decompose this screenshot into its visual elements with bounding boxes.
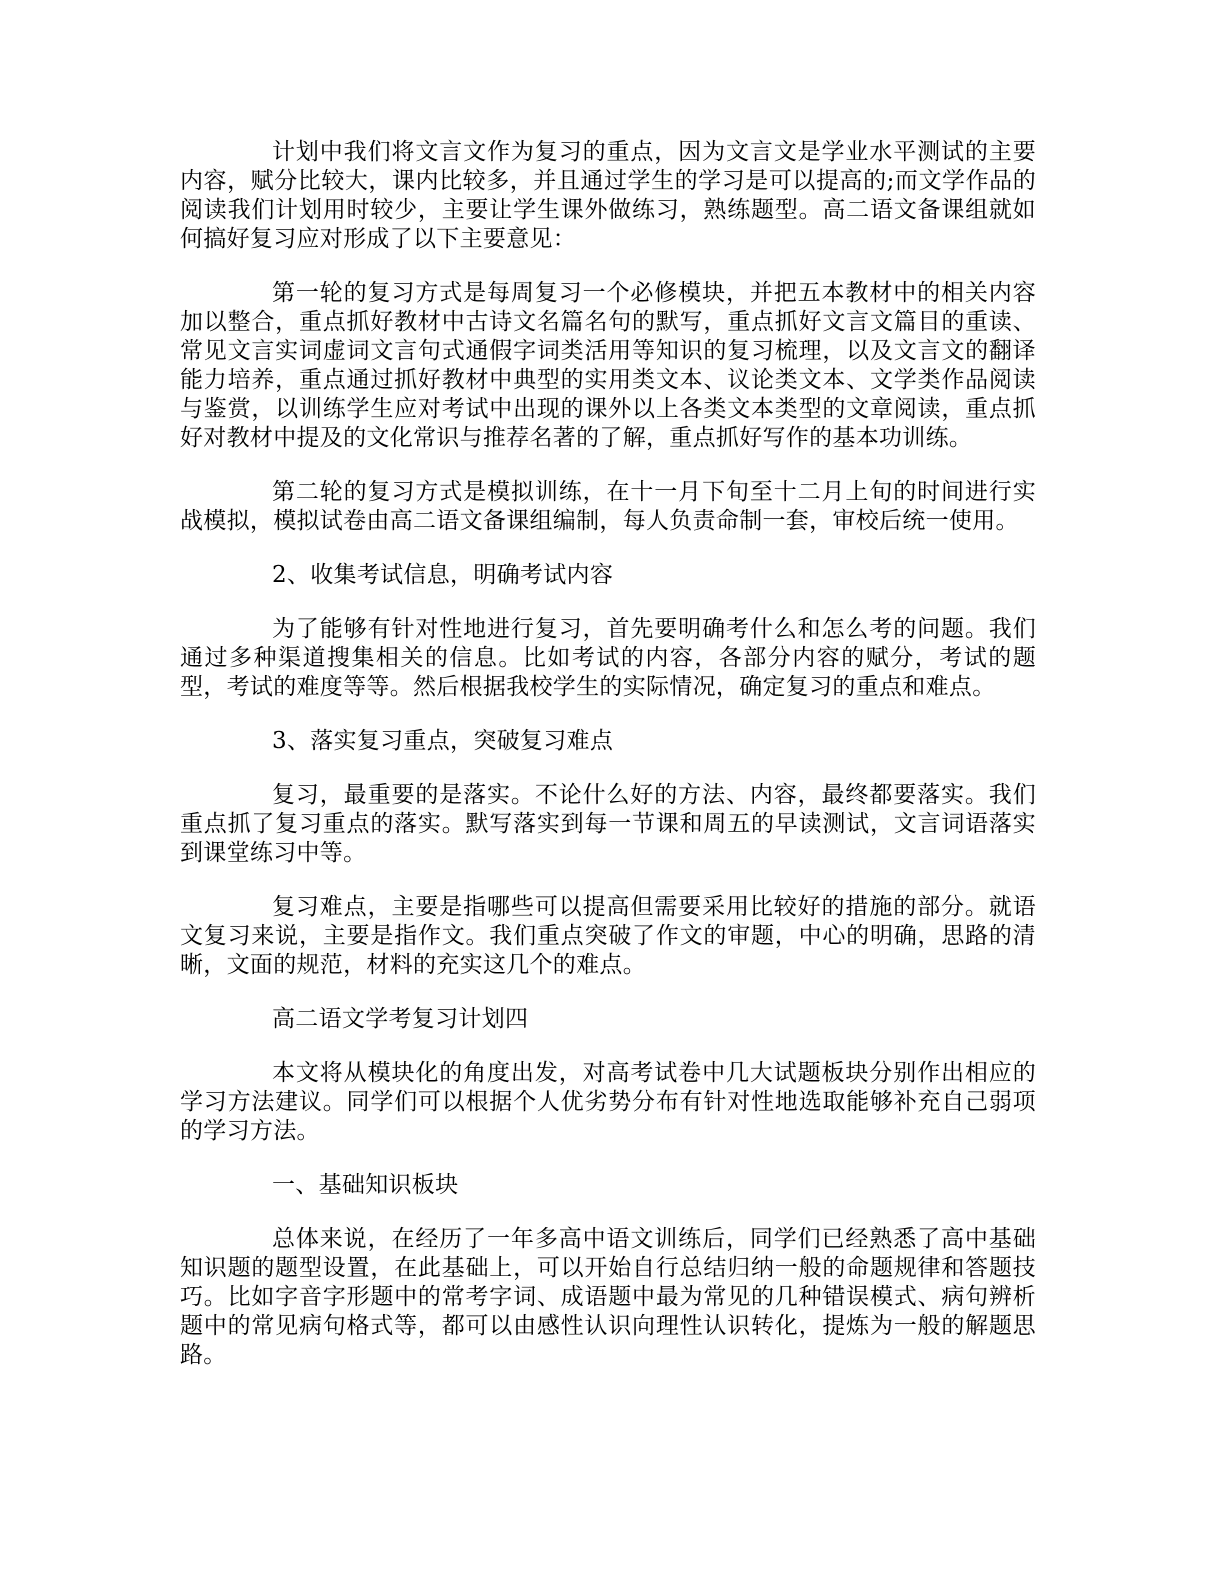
section-heading-exam-info: 2、收集考试信息，明确考试内容 — [272, 562, 614, 588]
paragraph-exam-info: 为了能够有针对性地进行复习，首先要明确考什么和怎么考的问题。我们通过多种渠道搜集相关的信息。比如考试的内容，各部分内容的赋分，考试的题型，考试的难度等等。然后根据我校学生的实际情况，确定复习的重点和难点。 — [180, 616, 1036, 700]
paragraph-difficulties: 复习难点，主要是指哪些可以提高但需要采用比较好的措施的部分。就语文复习来说，主要是指作文。我们重点突破了作文的审题，中心的明确，思路的清晰，文面的规范，材料的充实这几个的难点。 — [180, 894, 1036, 978]
document-page — [180, 138, 1036, 1395]
section-heading-review-keypoints: 3、落实复习重点，突破复习难点 — [272, 728, 614, 754]
paragraph-first-round: 第一轮的复习方式是每周复习一个必修模块，并把五本教材中的相关内容加以整合，重点抓好教材中古诗文名篇名句的默写，重点抓好文言文篇目的重读、常见文言实词虚词文言句式通假字词类活用等知识的复习梳理，以及文言文的翻译能力培养，重点通过抓好教材中典型的实用类文本、议论类文本、文学类作品阅读与鉴赏，以训练学生应对考试中出现的课外以上各类文本类型的文章阅读，重点抓好对教材中提及的文化常识与推荐名著的了解，重点抓好写作的基本功训练。 — [180, 280, 1036, 451]
paragraph-implementation: 复习，最重要的是落实。不论什么好的方法、内容，最终都要落实。我们重点抓了复习重点的落实。默写落实到每一节课和周五的早读测试，文言词语落实到课堂练习中等。 — [180, 782, 1036, 866]
section-heading-plan-four: 高二语文学考复习计划四 — [272, 1006, 529, 1032]
paragraph-review-focus: 计划中我们将文言文作为复习的重点，因为文言文是学业水平测试的主要内容，赋分比较大，课内比较多，并且通过学生的学习是可以提高的;而文学作品的阅读我们计划用时较少，主要让学生课外做练习，熟练题型。高二语文备课组就如何搞好复习应对形成了以下主要意见： — [180, 139, 1036, 252]
paragraph-basic-knowledge: 总体来说，在经历了一年多高中语文训练后，同学们已经熟悉了高中基础知识题的题型设置，在此基础上，可以开始自行总结归纳一般的命题规律和答题技巧。比如字音字形题中的常考字词、成语题中最为常见的几种错误模式、病句辨析题中的常见病句格式等，都可以由感性认识向理性认识转化，提炼为一般的解题思路。 — [180, 1226, 1036, 1368]
paragraph-introduction: 本文将从模块化的角度出发，对高考试卷中几大试题板块分别作出相应的学习方法建议。同学们可以根据个人优劣势分布有针对性地选取能够补充自己弱项的学习方法。 — [180, 1060, 1036, 1144]
paragraph-second-round: 第二轮的复习方式是模拟训练，在十一月下旬至十二月上旬的时间进行实战模拟，模拟试卷由高二语文备课组编制，每人负责命制一套，审校后统一使用。 — [180, 479, 1036, 534]
section-heading-basic-knowledge: 一、基础知识板块 — [272, 1172, 459, 1198]
